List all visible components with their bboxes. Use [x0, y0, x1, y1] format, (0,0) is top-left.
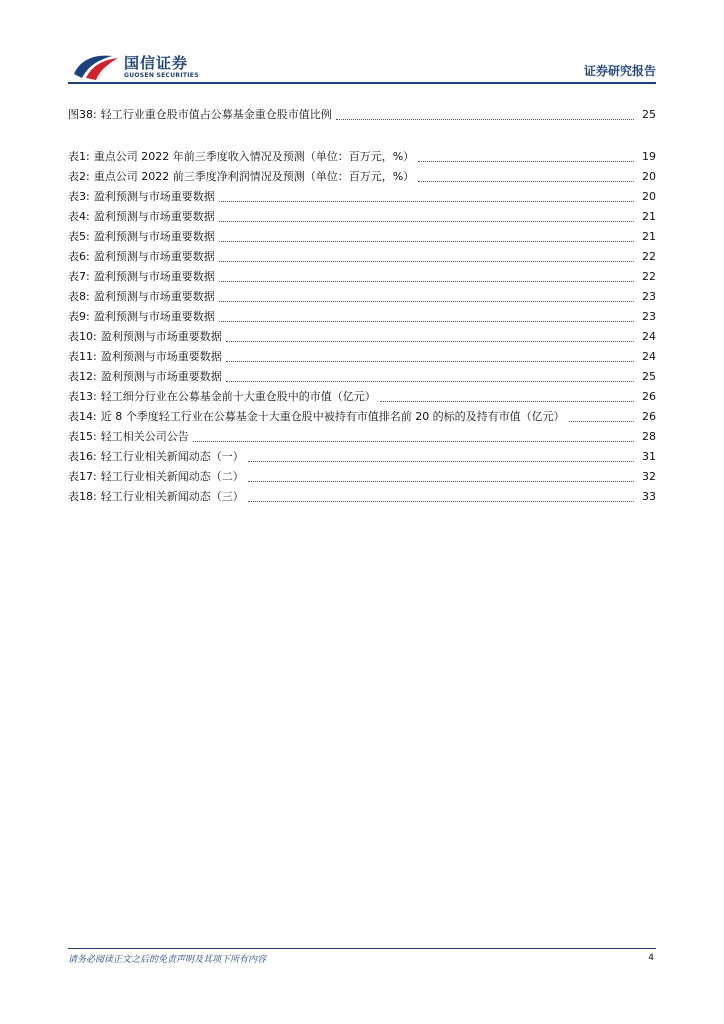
- toc-table-row[interactable]: [68, 484, 656, 504]
- toc-entry-text: 重点公司 2022 年前三季度收入情况及预测（单位：百万元，%）: [93, 150, 415, 163]
- toc-entry-number: 表8:: [68, 290, 90, 303]
- toc-entry-number: 表5:: [68, 230, 90, 243]
- toc-page-number: 23: [642, 290, 656, 303]
- toc-table-row[interactable]: [68, 224, 656, 244]
- toc-table-row[interactable]: [68, 364, 656, 384]
- toc-entry-title: [68, 410, 565, 424]
- list-gap: [68, 122, 656, 144]
- toc-leader-dots: [219, 281, 634, 282]
- toc-entry-number: 表6:: [68, 250, 90, 263]
- toc-leader-dots: [219, 301, 634, 302]
- toc-entry-number: 表12:: [68, 370, 97, 383]
- toc-leader-dots: [226, 341, 634, 342]
- toc-page-number: 24: [642, 330, 656, 343]
- toc-entry-number: 表18:: [68, 490, 97, 503]
- toc-entry-number: 表17:: [68, 470, 97, 483]
- toc-entry-number: 表3:: [68, 190, 90, 203]
- toc-leader-dots: [418, 181, 634, 182]
- logo-english-name: GUOSEN SECURITIES: [124, 72, 199, 79]
- toc-entry-number: 表14:: [68, 410, 97, 423]
- toc-leader-dots: [193, 441, 634, 442]
- toc-entry-title: [68, 230, 215, 244]
- toc-table-row[interactable]: [68, 464, 656, 484]
- toc-page-number: 33: [642, 490, 656, 503]
- toc-table-row[interactable]: [68, 144, 656, 164]
- toc-entry-text: 轻工行业相关新闻动态（一）: [100, 450, 244, 463]
- toc-leader-dots: [219, 321, 634, 322]
- toc-table-row[interactable]: [68, 404, 656, 424]
- toc-page-number: 22: [642, 250, 656, 263]
- toc-entry-text: 盈利预测与市场重要数据: [100, 370, 222, 383]
- toc-entry-text: 轻工行业相关新闻动态（三）: [100, 490, 244, 503]
- toc-entry-text: 盈利预测与市场重要数据: [100, 330, 222, 343]
- footer-disclaimer: 请务必阅读正文之后的免责声明及其项下所有内容: [68, 955, 267, 965]
- toc-entry-text: 盈利预测与市场重要数据: [93, 230, 215, 243]
- toc-entry-number: 表4:: [68, 210, 90, 223]
- toc-entry-title: [68, 270, 215, 284]
- toc-entry-title: [68, 310, 215, 324]
- toc-leader-dots: [248, 461, 634, 462]
- toc-entry-number: 表15:: [68, 430, 97, 443]
- toc-page-number: 31: [642, 450, 656, 463]
- toc-page-number: 21: [642, 210, 656, 223]
- footer-page-number: 4: [648, 953, 654, 963]
- toc-entry-text: 轻工行业相关新闻动态（二）: [100, 470, 244, 483]
- toc-entry-number: 表10:: [68, 330, 97, 343]
- toc-entry-number: 表16:: [68, 450, 97, 463]
- toc-leader-dots: [219, 201, 634, 202]
- toc-leader-dots: [248, 501, 634, 502]
- toc-entry-text: 盈利预测与市场重要数据: [93, 190, 215, 203]
- toc-entry-title: [68, 210, 215, 224]
- toc-table-row[interactable]: [68, 264, 656, 284]
- toc-entry-text: 盈利预测与市场重要数据: [93, 310, 215, 323]
- toc-figure-row[interactable]: [68, 102, 656, 122]
- toc-entry-number: 表7:: [68, 270, 90, 283]
- toc-entry-text: 轻工细分行业在公募基金前十大重仓股中的市值（亿元）: [100, 390, 376, 403]
- toc-leader-dots: [219, 241, 634, 242]
- toc-entry-text: 轻工相关公司公告: [100, 430, 189, 443]
- toc-entry-text: 盈利预测与市场重要数据: [100, 350, 222, 363]
- guosen-logo-mark-icon: [72, 50, 120, 82]
- toc-table-row[interactable]: [68, 244, 656, 264]
- toc-leader-dots: [336, 119, 634, 120]
- toc-entry-title: [68, 250, 215, 264]
- table-list: [68, 144, 656, 504]
- toc-page-number: 26: [642, 410, 656, 423]
- toc-entry-text: 轻工行业重仓股市值占公募基金重仓股市值比例: [100, 108, 332, 121]
- toc-table-row[interactable]: [68, 444, 656, 464]
- toc-table-row[interactable]: [68, 384, 656, 404]
- toc-table-row[interactable]: [68, 344, 656, 364]
- toc-leader-dots: [219, 261, 634, 262]
- toc-page-number: 21: [642, 230, 656, 243]
- toc-entry-title: [68, 430, 189, 444]
- toc-entry-text: 盈利预测与市场重要数据: [93, 250, 215, 263]
- toc-entry-title: [68, 190, 215, 204]
- toc-entry-text: 近 8 个季度轻工行业在公募基金十大重仓股中被持有市值排名前 20 的标的及持有市值（亿元）: [100, 410, 565, 423]
- toc-page-number: 32: [642, 470, 656, 483]
- toc-entry-title: [68, 450, 244, 464]
- toc-page-number: 20: [642, 170, 656, 183]
- toc-entry-title: [68, 470, 244, 484]
- toc-leader-dots: [418, 161, 634, 162]
- guosen-logo: [72, 50, 202, 84]
- toc-table-row[interactable]: [68, 204, 656, 224]
- toc-page-number: 22: [642, 270, 656, 283]
- toc-entry-title: [68, 350, 222, 364]
- toc-table-row[interactable]: [68, 164, 656, 184]
- toc-entry-title: [68, 370, 222, 384]
- toc-entry-text: 盈利预测与市场重要数据: [93, 290, 215, 303]
- toc-page-number: 19: [642, 150, 656, 163]
- table-of-contents: [68, 102, 656, 504]
- toc-entry-title: [68, 170, 414, 184]
- toc-entry-number: 表2:: [68, 170, 90, 183]
- toc-table-row[interactable]: [68, 324, 656, 344]
- toc-page-number: 23: [642, 310, 656, 323]
- page-header: [0, 0, 724, 90]
- toc-page-number: 26: [642, 390, 656, 403]
- toc-entry-number: 表9:: [68, 310, 90, 323]
- figure-list: [68, 102, 656, 122]
- toc-entry-number: 表1:: [68, 150, 90, 163]
- toc-table-row[interactable]: [68, 284, 656, 304]
- toc-entry-number: 表13:: [68, 390, 97, 403]
- toc-table-row[interactable]: [68, 424, 656, 444]
- toc-page-number: 25: [642, 370, 656, 383]
- toc-entry-title: [68, 330, 222, 344]
- toc-leader-dots: [380, 401, 634, 402]
- logo-chinese-name: 国信证券: [124, 54, 189, 72]
- toc-entry-text: 盈利预测与市场重要数据: [93, 210, 215, 223]
- toc-leader-dots: [226, 361, 634, 362]
- toc-entry-title: [68, 290, 215, 304]
- toc-entry-number: 表11:: [68, 350, 97, 363]
- toc-table-row[interactable]: [68, 304, 656, 324]
- toc-leader-dots: [219, 221, 634, 222]
- toc-leader-dots: [569, 421, 634, 422]
- toc-table-row[interactable]: [68, 184, 656, 204]
- toc-page-number: 24: [642, 350, 656, 363]
- toc-entry-number: 图38:: [68, 108, 97, 121]
- toc-page-number: 28: [642, 430, 656, 443]
- toc-leader-dots: [226, 381, 634, 382]
- toc-page-number: 25: [642, 108, 656, 121]
- toc-entry-text: 重点公司 2022 前三季度净利润情况及预测（单位：百万元，%）: [93, 170, 415, 183]
- toc-leader-dots: [248, 481, 634, 482]
- toc-page-number: 20: [642, 190, 656, 203]
- toc-entry-title: [68, 390, 376, 404]
- toc-entry-title: [68, 490, 244, 504]
- footer-divider: [68, 948, 656, 949]
- toc-entry-title: [68, 108, 332, 122]
- report-type-label: 证券研究报告: [583, 64, 656, 78]
- toc-entry-title: [68, 150, 414, 164]
- toc-entry-text: 盈利预测与市场重要数据: [93, 270, 215, 283]
- header-divider: [68, 82, 656, 84]
